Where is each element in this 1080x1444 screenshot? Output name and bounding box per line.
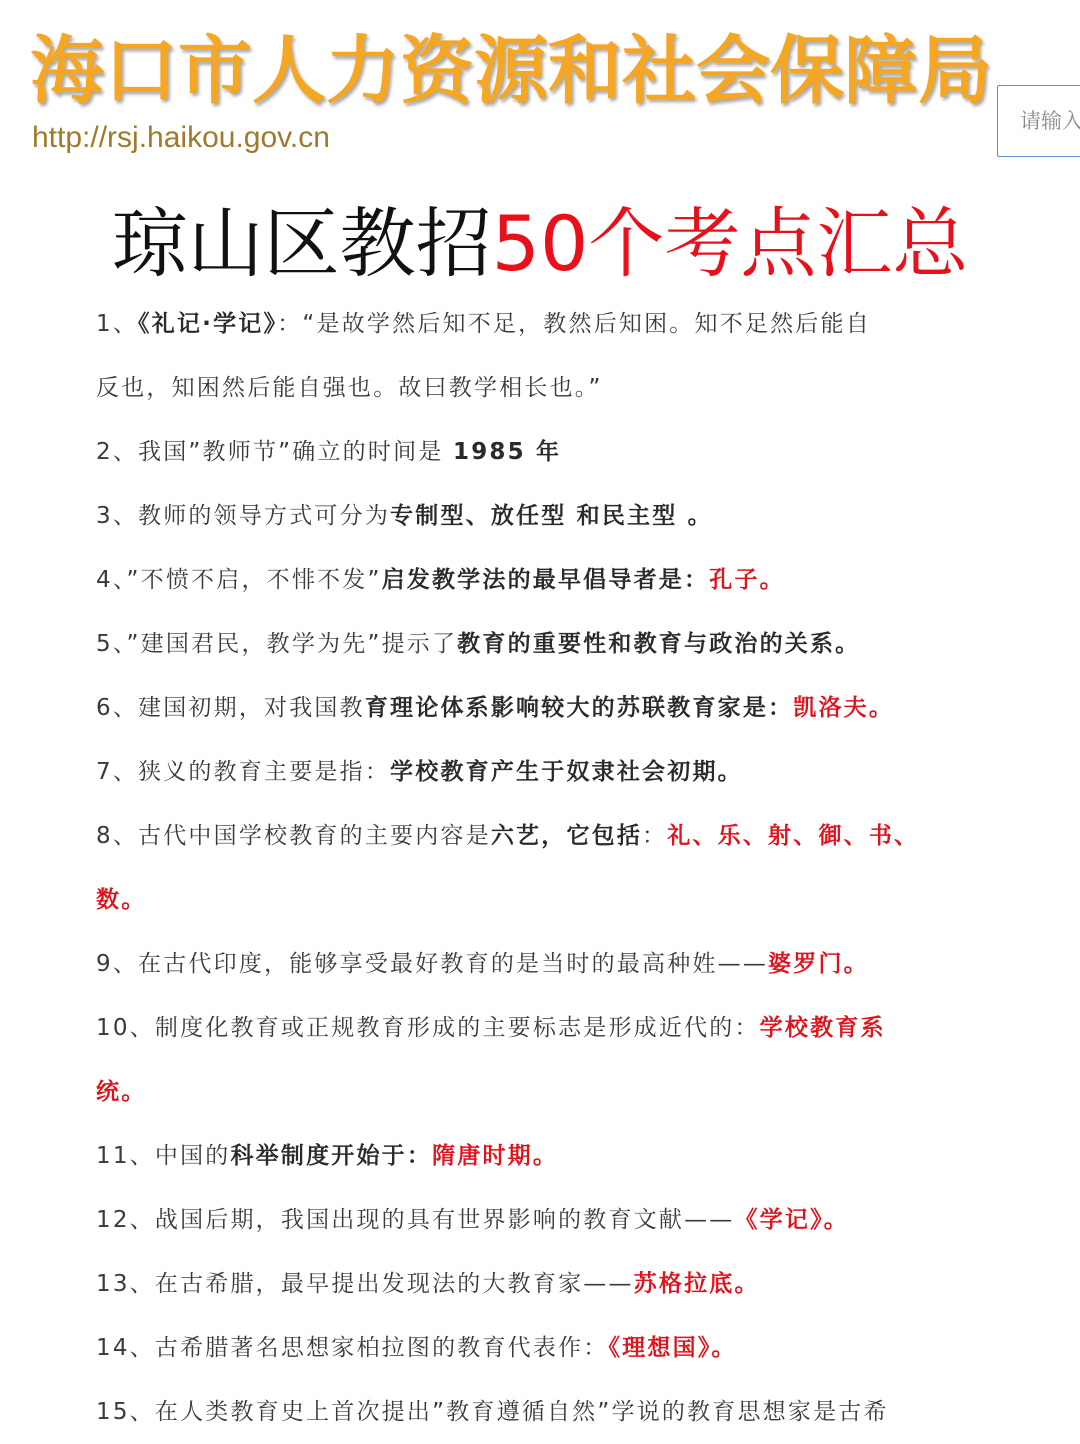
search-input[interactable] xyxy=(997,85,1080,157)
list-item: 3、教师的领导方式可分为专制型、放任型 和民主型 。 xyxy=(96,503,713,529)
page-title xyxy=(0,196,1080,292)
page-title-black: 琼山区教招 xyxy=(111,199,492,288)
list-item: 2、我国”教师节”确立的时间是 1985 年 xyxy=(96,439,562,465)
list-item: 14、古希腊著名思想家柏拉图的教育代表作：《理想国》。 xyxy=(96,1335,737,1361)
exam-points-list xyxy=(96,292,956,1444)
list-item: 9、在古代印度，能够享受最好教育的是当时的最高种姓——婆罗门。 xyxy=(96,951,869,977)
list-item: 1、《礼记·学记》：“是故学然后知不足，教然后知困。知不足然后能自 xyxy=(96,311,871,337)
site-header xyxy=(0,0,1080,180)
list-item: 7、狭义的教育主要是指：学校教育产生于奴隶社会初期。 xyxy=(96,759,743,785)
page-title-red: 50个考点汇总 xyxy=(491,199,969,288)
list-item: 5、”建国君民，教学为先”提示了教育的重要性和教育与政治的关系。 xyxy=(96,631,861,657)
list-item: 6、建国初期，对我国教育理论体系影响较大的苏联教育家是：凯洛夫。 xyxy=(96,695,895,721)
list-item: 13、在古希腊，最早提出发现法的大教育家——苏格拉底。 xyxy=(96,1271,760,1297)
list-item: 4、”不愤不启，不悱不发”启发教学法的最早倡导者是：孔子。 xyxy=(96,567,785,593)
site-url[interactable]: http://rsj.haikou.gov.cn xyxy=(32,121,330,154)
list-item-continuation: 数。 xyxy=(96,887,147,913)
list-item: 8、古代中国学校教育的主要内容是六艺，它包括：礼、乐、射、御、书、 xyxy=(96,823,920,849)
list-item-continuation: 统。 xyxy=(96,1079,147,1105)
list-item: 12、战国后期，我国出现的具有世界影响的教育文献——《学记》。 xyxy=(96,1207,849,1233)
list-item-continuation: 反也，知困然后能自强也。故曰教学相长也。” xyxy=(96,375,603,401)
list-item: 15、在人类教育史上首次提出”教育遵循自然”学说的教育思想家是古希 xyxy=(96,1399,889,1425)
site-name-logo[interactable]: 海口市人力资源和社会保障局 xyxy=(30,28,992,114)
list-item: 11、中国的科举制度开始于：隋唐时期。 xyxy=(96,1143,559,1169)
list-item: 10、制度化教育或正规教育形成的主要标志是形成近代的：学校教育系 xyxy=(96,1015,886,1041)
